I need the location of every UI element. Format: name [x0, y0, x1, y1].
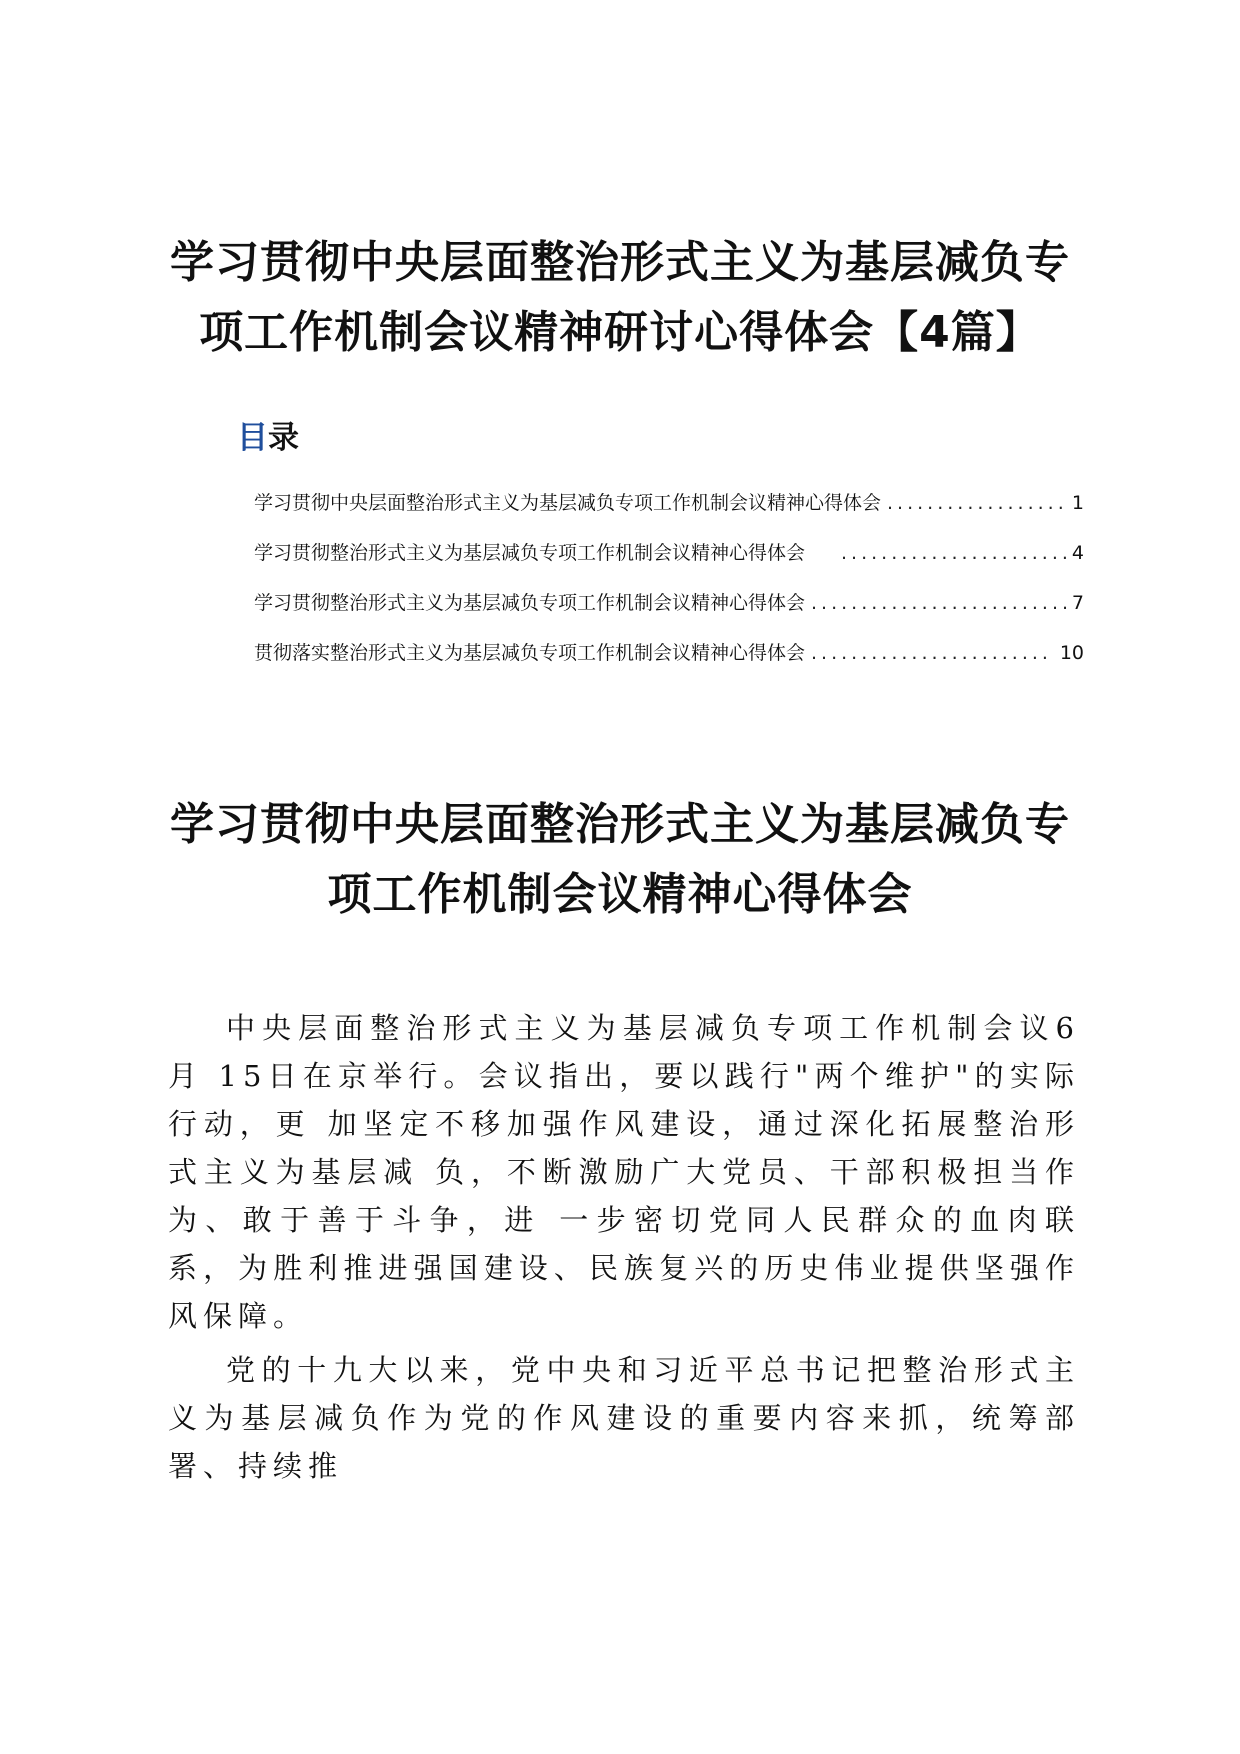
toc-page-number[interactable]: 4	[1071, 542, 1084, 564]
toc-entry-title[interactable]: 学习贯彻整治形式主义为基层减负专项工作机制会议精神心得体会	[254, 542, 806, 564]
toc-heading	[237, 418, 299, 458]
document-title-line: 学习贯彻中央层面整治形式主义为基层减负专	[170, 237, 1070, 288]
toc-heading-first-char: 目	[237, 420, 268, 456]
toc-heading-rest: 录	[268, 420, 299, 456]
section-title-line: 项工作机制会议精神心得体会	[327, 869, 913, 920]
body-text	[168, 1004, 1080, 1490]
toc-dot-leader	[887, 490, 1066, 516]
document-title-line: 项工作机制会议精神研讨心得体会【4篇】	[199, 307, 1041, 358]
toc-page-number[interactable]: 7	[1071, 592, 1084, 614]
toc-entry-title[interactable]: 贯彻落实整治形式主义为基层减负专项工作机制会议精神心得体会	[254, 642, 806, 664]
document-title	[100, 228, 1140, 368]
section-title-line: 学习贯彻中央层面整治形式主义为基层减负专	[170, 799, 1070, 850]
toc-entry[interactable]	[254, 540, 1084, 590]
toc-dot-leader	[841, 540, 1066, 566]
body-paragraph: 党的十九大以来，党中央和习近平总书记把整治形式主义为基层减负作为党的作风建设的重要内容来抓，统筹部署、持续推	[168, 1353, 1080, 1483]
toc-entry[interactable]	[254, 640, 1084, 690]
toc-page-number[interactable]: 1	[1071, 492, 1084, 514]
toc-entry-title[interactable]: 学习贯彻中央层面整治形式主义为基层减负专项工作机制会议精神心得体会	[254, 492, 882, 514]
toc-page-number[interactable]: 10	[1059, 642, 1084, 664]
section-title	[100, 790, 1140, 930]
toc-entry[interactable]	[254, 590, 1084, 640]
body-paragraph: 中央层面整治形式主义为基层减负专项工作机制会议6月 15日在京举行。会议指出，要以践行"两个维护"的实际行动，更 加坚定不移加强作风建设，通过深化拓展整治形式主义为基层减 负，不断激励广大党员、干部积极担当作为、敢于善于斗争，进 一步密切党同人民群众的血肉联系，为胜利推进强国建设、民族复兴的历史伟业提供坚强作风保障。	[168, 1011, 1080, 1333]
table-of-contents	[254, 490, 1084, 690]
toc-entry[interactable]	[254, 490, 1084, 540]
toc-dot-leader	[811, 640, 1054, 666]
toc-dot-leader	[811, 590, 1066, 616]
toc-entry-title[interactable]: 学习贯彻整治形式主义为基层减负专项工作机制会议精神心得体会	[254, 592, 806, 614]
